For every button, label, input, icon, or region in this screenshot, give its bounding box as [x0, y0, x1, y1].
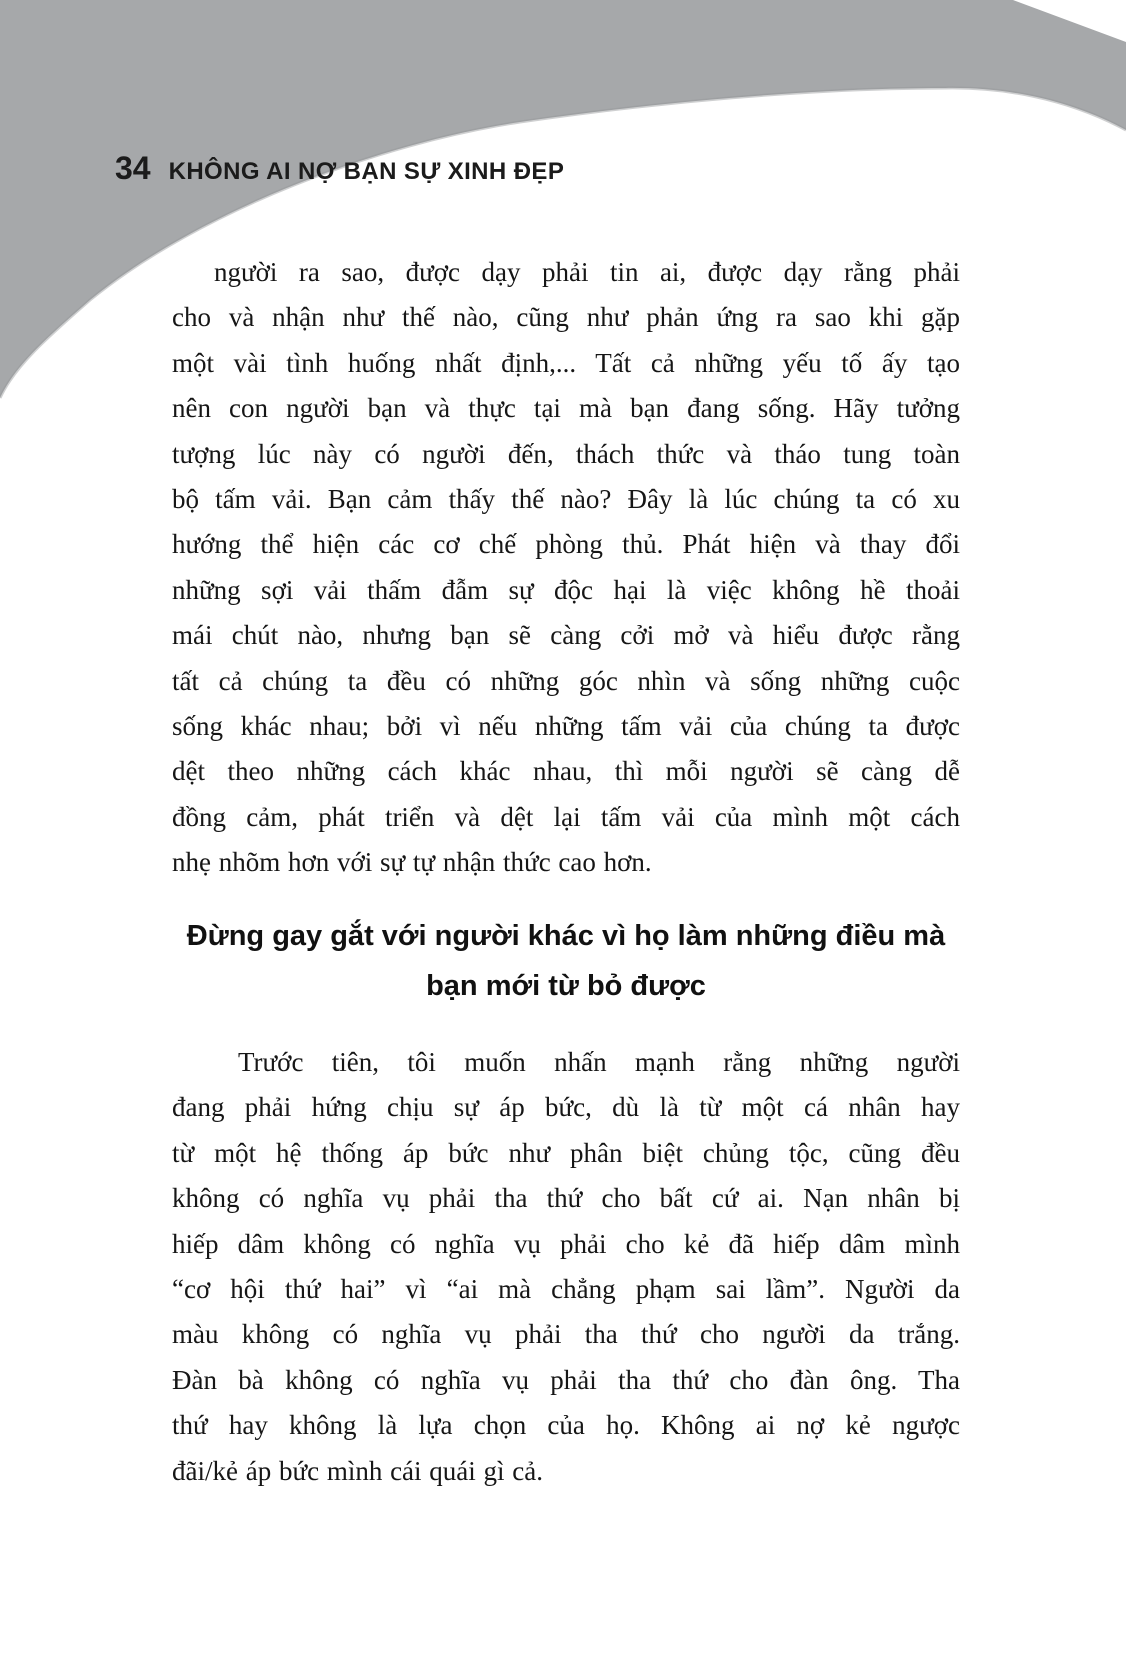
body-line: không có nghĩa vụ phải tha thứ cho bất cứ ai. Nạn nhân bị [172, 1183, 960, 1214]
body-line: một vài tình huống nhất định,... Tất cả những yếu tố ấy tạo [172, 347, 960, 378]
body-line: Đàn bà không có nghĩa vụ phải tha thứ cho đàn ông. Tha [172, 1364, 960, 1395]
body-line: “cơ hội thứ hai” vì “ai mà chẳng phạm sai lầm”. Người da [172, 1273, 960, 1304]
section-heading [150, 911, 982, 1011]
body-line: nhẹ nhõm hơn với sự tự nhận thức cao hơn. [172, 847, 652, 878]
body-line: dệt theo những cách khác nhau, thì mỗi người sẽ càng dễ [172, 756, 960, 787]
paragraph-1 [172, 250, 960, 885]
section-heading-line: Đừng gay gắt với người khác vì họ làm những điều mà [186, 920, 946, 952]
body-line: mái chút nào, nhưng bạn sẽ càng cởi mở và hiểu được rằng [172, 620, 960, 651]
body-line: tất cả chúng ta đều có những góc nhìn và sống những cuộc [172, 665, 960, 696]
section-heading-line: bạn mới từ bỏ được [426, 970, 706, 1002]
body-line: Trước tiên, tôi muốn nhấn mạnh rằng những người [238, 1047, 960, 1077]
body-line: nên con người bạn và thực tại mà bạn đang sống. Hãy tưởng [172, 393, 960, 424]
page-header [115, 150, 564, 187]
body-line: đãi/kẻ áp bức mình cái quái gì cả. [172, 1455, 543, 1486]
body-line: màu không có nghĩa vụ phải tha thứ cho người da trắng. [172, 1319, 960, 1350]
body-line: bộ tấm vải. Bạn cảm thấy thế nào? Đây là lúc chúng ta có xu [172, 483, 960, 514]
body-line: hiếp dâm không có nghĩa vụ phải cho kẻ đã hiếp dâm mình [172, 1228, 960, 1259]
running-title: KHÔNG AI NỢ BẠN SỰ XINH ĐẸP [168, 158, 565, 185]
body-line: từ một hệ thống áp bức như phân biệt chủng tộc, cũng đều [172, 1137, 960, 1168]
body-line: tượng lúc này có người đến, thách thức và tháo tung toàn [172, 438, 960, 469]
body-line: đang phải hứng chịu sự áp bức, dù là từ một cá nhân hay [172, 1092, 960, 1123]
body-line: những sợi vải thấm đẫm sự độc hại là việc không hề thoải [172, 574, 960, 605]
body-line: sống khác nhau; bởi vì nếu những tấm vải của chúng ta được [172, 710, 960, 741]
body-line: hướng thể hiện các cơ chế phòng thủ. Phát hiện và thay đổi [172, 529, 960, 560]
body-line: người ra sao, được dạy phải tin ai, được dạy rằng phải [214, 257, 960, 287]
paragraph-2 [172, 1040, 960, 1494]
body-line: thứ hay không là lựa chọn của họ. Không ai nợ kẻ ngược [172, 1410, 960, 1441]
body-line: đồng cảm, phát triển và dệt lại tấm vải của mình một cách [172, 801, 960, 832]
page-number: 34 [115, 150, 151, 186]
body-line: cho và nhận như thế nào, cũng như phản ứng ra sao khi gặp [172, 302, 960, 333]
